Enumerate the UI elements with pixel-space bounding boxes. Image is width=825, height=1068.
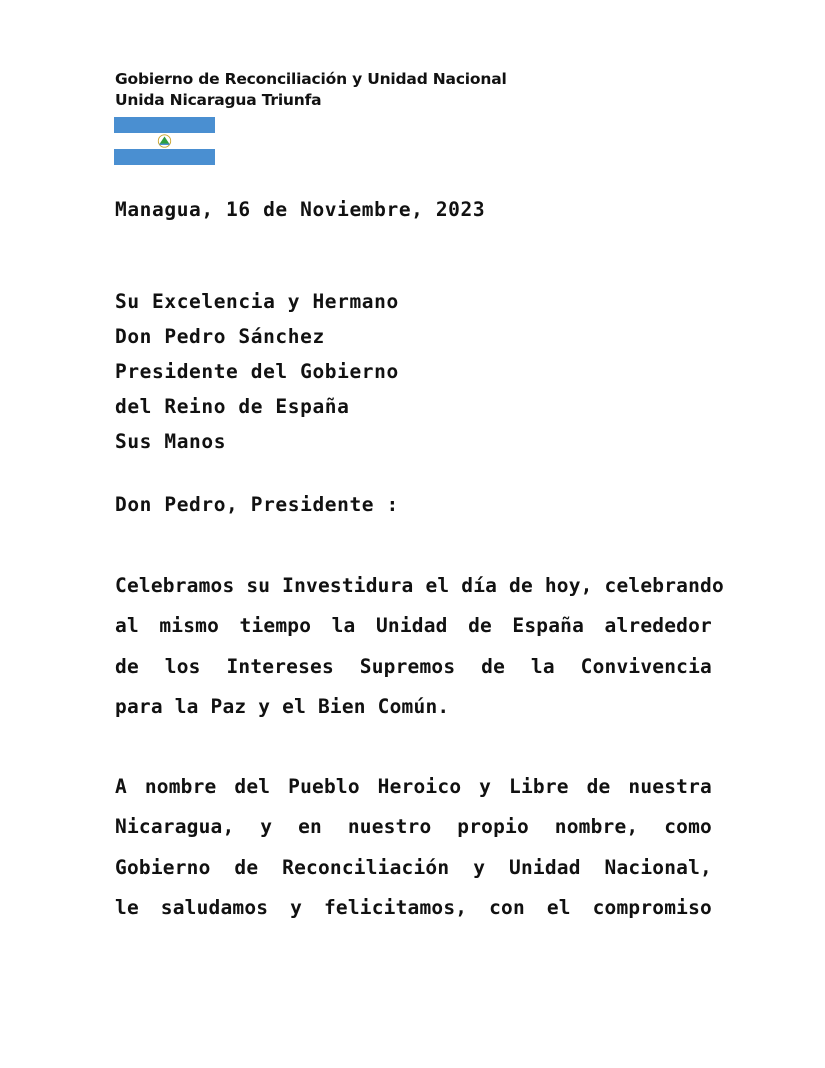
recipient-line: Sus Manos — [115, 430, 227, 453]
recipient-line: del Reino de España — [115, 395, 350, 418]
paragraph-line: Nicaragua, y en nuestro propio nombre, como — [115, 815, 712, 839]
recipient-line: Su Excelencia y Hermano — [115, 290, 399, 313]
recipient-line: Presidente del Gobierno — [115, 360, 399, 383]
flag-bottom-stripe — [114, 149, 215, 165]
nicaragua-flag-icon — [114, 117, 215, 165]
paragraph-line: A nombre del Pueblo Heroico y Libre de nuestra — [115, 775, 712, 798]
paragraph-line: para la Paz y el Bien Común. — [115, 694, 450, 718]
letterhead-line-2: Unida Nicaragua Triunfa — [115, 91, 322, 109]
recipient-line: Don Pedro Sánchez — [115, 325, 325, 348]
paragraph-line: al mismo tiempo la Unidad de España alrededor — [115, 614, 712, 638]
letter-date: Managua, 16 de Noviembre, 2023 — [115, 198, 486, 221]
letterhead — [115, 69, 507, 111]
paragraph-line: Gobierno de Reconciliación y Unidad Nacional, — [115, 855, 712, 879]
recipient-block — [115, 284, 399, 459]
paragraph-2 — [115, 767, 712, 928]
flag-top-stripe — [114, 117, 215, 133]
paragraph-line: de los Intereses Supremos de la Convivencia — [115, 654, 712, 678]
paragraph-line: le saludamos y felicitamos, con el compromiso — [115, 895, 712, 919]
paragraph-line: Celebramos su Investidura el día de hoy, celebrando — [115, 574, 724, 597]
paragraph-1 — [115, 566, 724, 727]
salutation: Don Pedro, Presidente : — [115, 493, 399, 516]
letterhead-line-1: Gobierno de Reconciliación y Unidad Nacional — [115, 70, 507, 88]
